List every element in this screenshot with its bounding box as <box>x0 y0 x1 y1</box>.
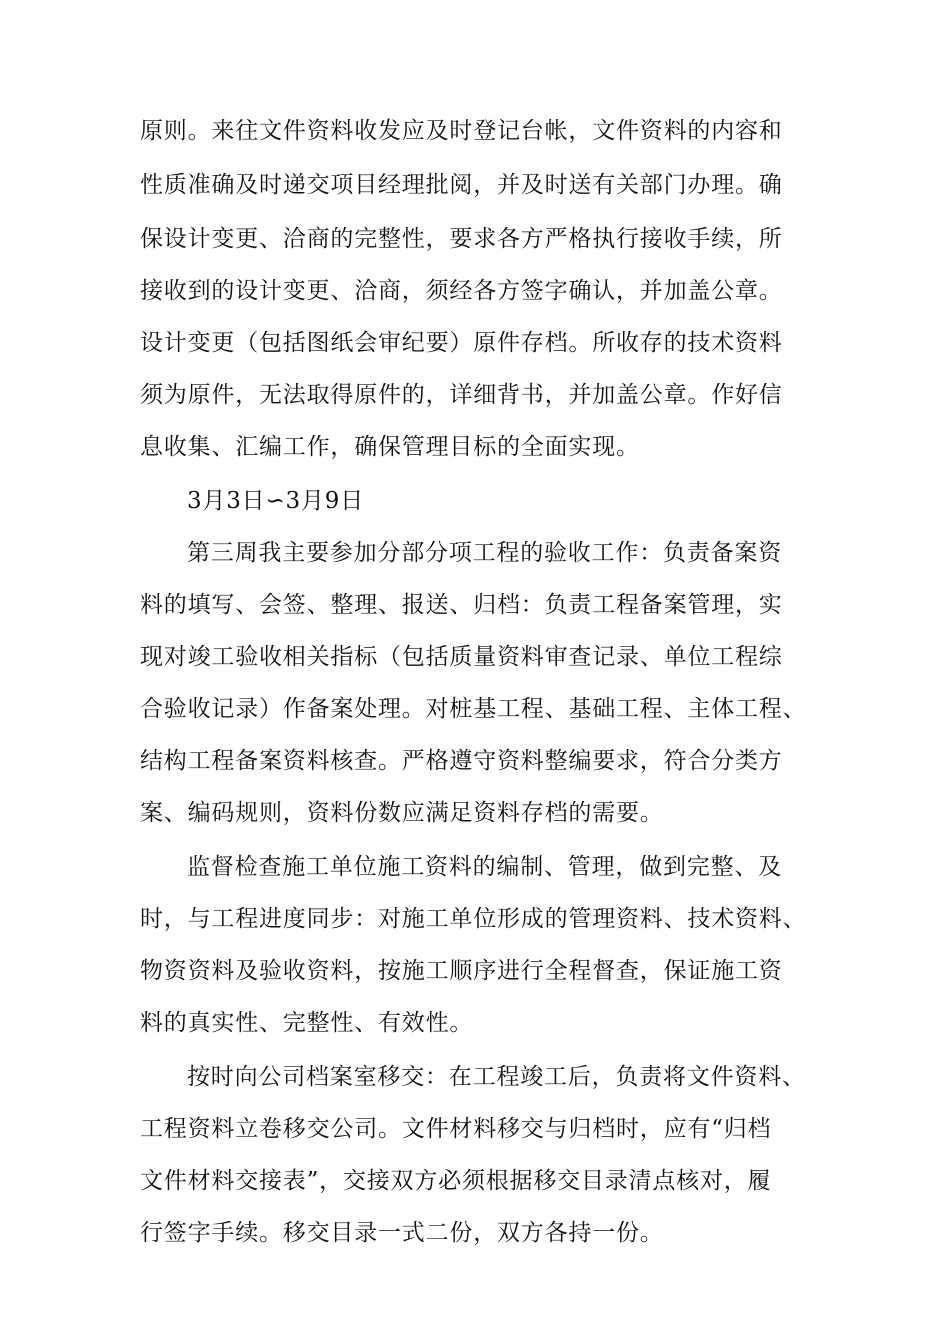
paragraph-1-line-2: 性质准确及时递交项目经理批阅，并及时送有关部门办理。确 <box>140 172 783 198</box>
paragraph-2-line-4: 合验收记录）作备案处理。对桩基工程、基础工程、主体工程、 <box>140 696 807 722</box>
paragraph-4-line-1: 按时向公司档案室移交：在工程竣工后，负责将文件资料、 <box>187 1064 806 1090</box>
paragraph-1-line-3: 保设计变更、洽商的完整性，要求各方严格执行接收手续，所 <box>140 226 783 252</box>
paragraph-2-line-5: 结构工程备案资料核查。严格遵守资料整编要求，符合分类方 <box>140 748 783 774</box>
paragraph-2-line-1: 第三周我主要参加分部分项工程的验收工作：负责备案资 <box>187 540 782 566</box>
paragraph-2-line-6: 案、编码规则，资料份数应满足资料存档的需要。 <box>140 800 664 826</box>
date-range: 3月3日∽3月9日 <box>187 488 365 514</box>
paragraph-1-line-5: 设计变更（包括图纸会审纪要）原件存档。所收存的技术资料 <box>140 330 783 356</box>
paragraph-3-line-2: 时，与工程进度同步：对施工单位形成的管理资料、技术资料、 <box>140 906 807 932</box>
paragraph-1-line-1: 原则。来往文件资料收发应及时登记台帐，文件资料的内容和 <box>140 118 783 144</box>
paragraph-3-line-3: 物资资料及验收资料，按施工顺序进行全程督查，保证施工资 <box>140 958 783 984</box>
paragraph-2-line-2: 料的填写、会签、整理、报送、归档：负责工程备案管理，实 <box>140 592 783 618</box>
paragraph-1-line-4: 接收到的设计变更、洽商，须经各方签字确认，并加盖公章。 <box>140 278 783 304</box>
paragraph-1-line-6: 须为原件，无法取得原件的，详细背书，并加盖公章。作好信 <box>140 382 783 408</box>
paragraph-4-line-4: 行签字手续。移交目录一式二份，双方各持一份。 <box>140 1220 664 1246</box>
paragraph-4-line-2: 工程资料立卷移交公司。文件材料移交与归档时，应有“归档 <box>140 1116 772 1142</box>
paragraph-4-line-3: 文件材料交接表”，交接双方必须根据移交目录清点核对，履 <box>140 1168 772 1194</box>
paragraph-1-line-7: 息收集、汇编工作，确保管理目标的全面实现。 <box>140 434 640 460</box>
paragraph-3-line-4: 料的真实性、完整性、有效性。 <box>140 1010 474 1036</box>
paragraph-2-line-3: 现对竣工验收相关指标（包括质量资料审查记录、单位工程综 <box>140 644 783 670</box>
paragraph-3-line-1: 监督检查施工单位施工资料的编制、管理，做到完整、及 <box>187 854 782 880</box>
